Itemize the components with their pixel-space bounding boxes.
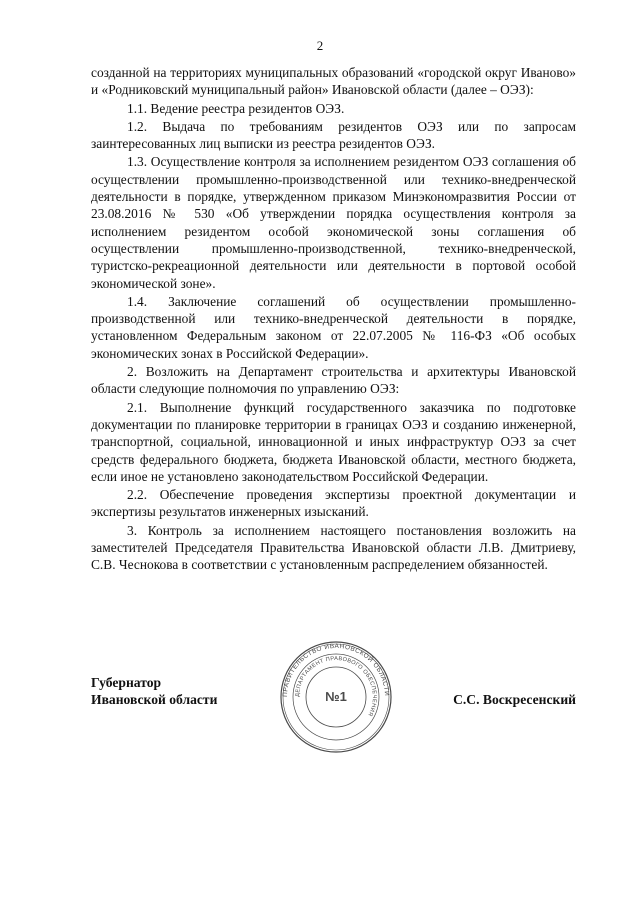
paragraph-2: 2. Возложить на Департамент строительства и архитектуры Ивановской области следующие полномочия по управлению ОЭЗ: xyxy=(91,364,576,397)
paragraph-2-2: 2.2. Обеспечение проведения экспертизы проектной документации и экспертизы результатов инженерных изысканий. xyxy=(91,487,576,520)
paragraph-1-2: 1.2. Выдача по требованиям резидентов ОЭЗ или по запросам заинтересованных лиц выписки из реестра резидентов ОЭЗ. xyxy=(91,118,576,152)
signatory-title xyxy=(91,674,217,708)
stamp-outer-text: ПРАВИТЕЛЬСТВО ИВАНОВСКОЙ ОБЛАСТИ xyxy=(281,642,391,698)
paragraph-intro-continuation: созданной на территориях муниципальных образований «городской округ Иваново» и «Родниковский муниципальный район» Ивановской области (далее – ОЭЗ): xyxy=(91,65,576,98)
paragraph-1-1: 1.1. Ведение реестра резидентов ОЭЗ. xyxy=(127,100,345,116)
signatory-title-line-2: Ивановской области xyxy=(91,692,218,707)
page-number: 2 xyxy=(316,38,324,53)
paragraph-1-3: 1.3. Осуществление контроля за исполнением резидентом ОЭЗ соглашения об осуществлении промышленно-производственной или технико-внедренческой деятельности в порядке, утвержденном приказом Минэкономразвития России от 23.08.2016 № 530 «Об утверждении порядка осуществления контроля за исполнением резидентом особой экономической зоны соглашения об осуществлении промышленно-производственной, технико-внедренческой, туристско-рекреационной деятельности или деятельности в портовой особой экономической зоне». xyxy=(91,154,576,291)
signatory-title-line-1: Губернатор xyxy=(91,675,162,690)
stamp-inner-text: ДЕПАРТАМЕНТ ПРАВОВОГО ОБЕСПЕЧЕНИЯ xyxy=(294,655,378,718)
paragraph-1-4: 1.4. Заключение соглашений об осуществлении промышленно-производственной или технико-внедренческой деятельности в порядке, установленном Федеральным законом от 22.07.2005 № 116-ФЗ «Об особых экономических зонах в Российской Федерации». xyxy=(91,293,576,361)
signatory-name: С.С. Воскресенский xyxy=(453,692,576,707)
stamp-number: №1 xyxy=(325,689,347,704)
paragraph-3: 3. Контроль за исполнением настоящего постановления возложить на заместителей Председателя Правительства Ивановской области Л.В. Дмитриеву, С.В. Чеснокова в соответствии с установленным распределением обязанностей. xyxy=(91,522,576,573)
document-body xyxy=(91,64,576,574)
paragraph-2-1: 2.1. Выполнение функций государственного заказчика по подготовке документации по планировке территории в границах ОЭЗ и созданию инженерной, транспортной, социальной, инновационной и иных инфраструктур ОЭЗ за счет средств федерального бюджета, бюджета Ивановской области, местного бюджета, если иное не установлено законодательством Российской Федерации. xyxy=(91,399,576,484)
official-seal-stamp xyxy=(279,640,393,754)
